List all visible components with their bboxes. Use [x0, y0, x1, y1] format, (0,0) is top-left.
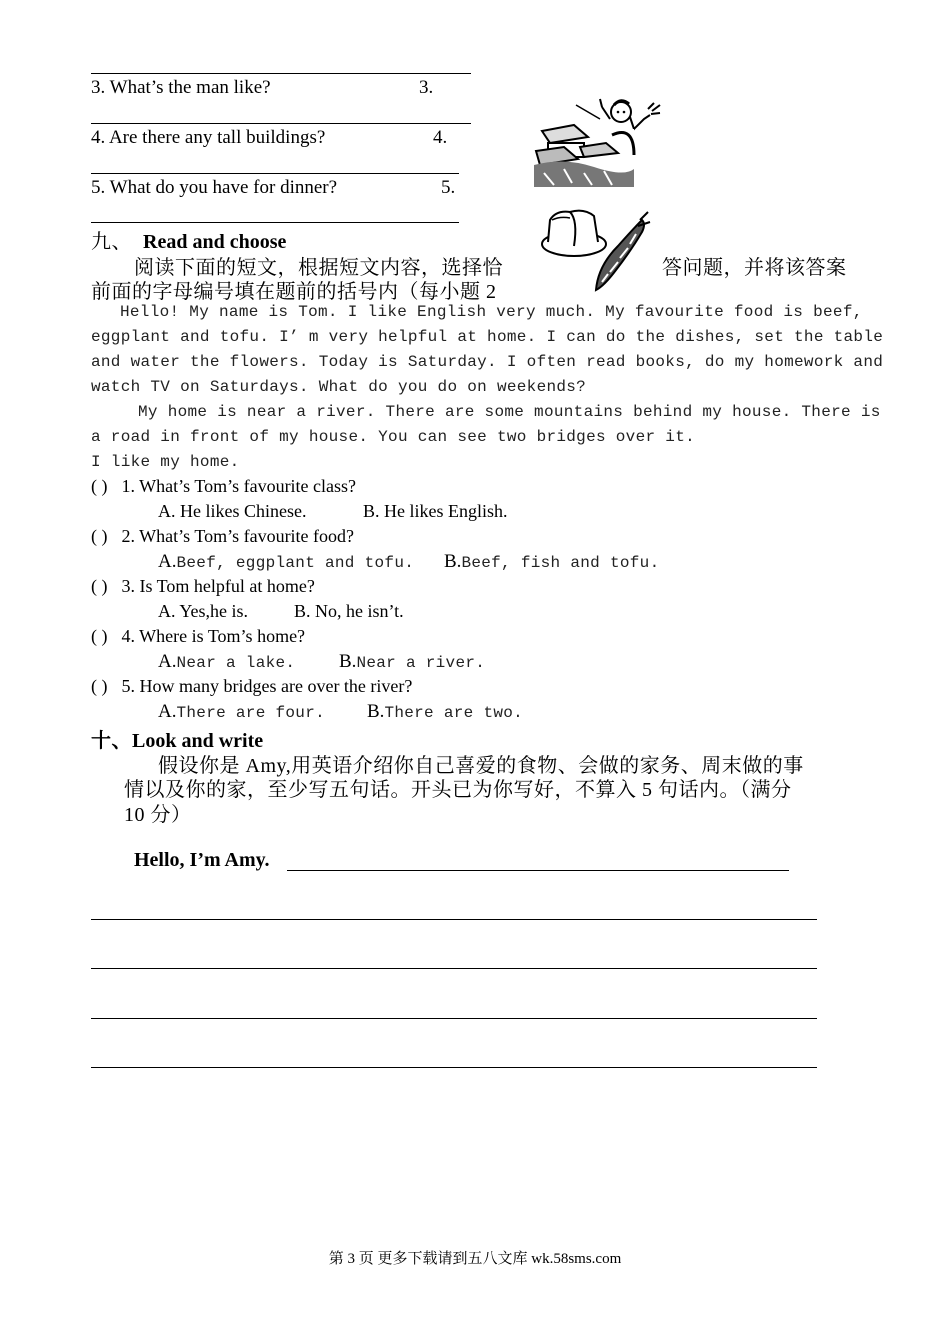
option-b	[339, 651, 485, 673]
passage-line: a road in front of my house. You can see two bridges over it.	[91, 428, 695, 446]
mc-question-2	[91, 526, 354, 547]
question-text: 5. How many bridges are over the river?	[121, 676, 413, 696]
answer-number-4: 4.	[433, 127, 448, 148]
page-footer: 第 3 页 更多下载请到五八文库 wk.58sms.com	[328, 1251, 622, 1267]
section-10-title: Look and write	[132, 730, 264, 752]
answer-line[interactable]	[91, 173, 459, 174]
question-4: 4. Are there any tall buildings?	[91, 127, 326, 148]
option-letter: B.	[367, 701, 385, 722]
option-letter: B.	[294, 601, 311, 621]
question-text: 3. Is Tom helpful at home?	[121, 576, 315, 596]
option-letter: A.	[158, 551, 177, 572]
answer-parentheses[interactable]: ( )	[91, 626, 108, 646]
village-teacher-picture-icon	[534, 95, 668, 187]
option-text: He likes English.	[384, 501, 508, 521]
section-9-heading	[91, 225, 286, 254]
writing-line[interactable]	[91, 1018, 817, 1019]
mc-question-5	[91, 676, 412, 697]
option-letter: A.	[158, 501, 176, 521]
writing-line[interactable]	[91, 1067, 817, 1068]
option-text: Near a lake.	[176, 654, 296, 672]
option-a	[158, 601, 248, 622]
answer-parentheses[interactable]: ( )	[91, 576, 108, 596]
section-9-number: 九、	[91, 231, 132, 253]
writing-line[interactable]	[91, 919, 817, 920]
question-text: 4. Where is Tom’s home?	[121, 626, 306, 646]
option-text: Yes,he is.	[179, 601, 249, 621]
option-b	[367, 701, 523, 723]
section-10-instruction-line: 假设你是 Amy,用英语介绍你自己喜爱的食物、会做的家务、周末做的事	[158, 755, 804, 777]
option-text: Beef, eggplant and tofu.	[176, 554, 415, 572]
answer-line[interactable]	[91, 73, 471, 74]
option-a	[158, 501, 306, 522]
option-b	[294, 601, 404, 622]
answer-parentheses[interactable]: ( )	[91, 476, 108, 496]
section-9-instruction-line2: 前面的字母编号填在题前的括号内（每小题 2	[91, 281, 497, 303]
passage-line: Hello! My name is Tom. I like English very much. My favourite food is beef,	[120, 303, 863, 321]
answer-line[interactable]	[91, 222, 459, 223]
section-10-number: 十、	[91, 730, 132, 752]
answer-number-5: 5.	[441, 177, 456, 198]
option-letter: B.	[339, 651, 357, 672]
option-text: There are four.	[176, 704, 326, 722]
section-9-title: Read and choose	[143, 231, 287, 253]
answer-parentheses[interactable]: ( )	[91, 676, 108, 696]
option-b	[444, 551, 659, 573]
mc-question-4	[91, 626, 305, 647]
question-text: 2. What’s Tom’s favourite food?	[121, 526, 355, 546]
section-10-instruction-line: 情以及你的家，至少写五句话。开头已为你写好，不算入 5 句话内。（满分	[124, 779, 792, 801]
option-b	[363, 501, 508, 522]
writing-line[interactable]	[287, 870, 789, 871]
question-5: 5. What do you have for dinner?	[91, 177, 338, 198]
option-text: No, he isn’t.	[315, 601, 404, 621]
answer-line[interactable]	[91, 123, 471, 124]
passage-line: eggplant and tofu. I’ m very helpful at home. I can do the dishes, set the table	[91, 328, 884, 346]
passage-line: I like my home.	[91, 453, 240, 471]
answer-number-3: 3.	[419, 77, 434, 98]
section-10-instruction-line: 10 分）	[124, 804, 192, 826]
writing-starter: Hello, I’m Amy.	[134, 849, 270, 871]
option-a	[158, 551, 414, 573]
mc-question-1	[91, 476, 356, 497]
writing-line[interactable]	[91, 968, 817, 969]
mc-question-3	[91, 576, 315, 597]
section-9-instruction-line1-end: 答问题，并将该答案	[662, 257, 847, 279]
passage-line: My home is near a river. There are some mountains behind my house. There is	[138, 403, 881, 421]
option-text: There are two.	[384, 704, 524, 722]
bread-loaf-picture-icon	[538, 206, 656, 298]
option-text: Near a river.	[356, 654, 486, 672]
passage-line: and water the flowers. Today is Saturday. I often read books, do my homework and	[91, 353, 884, 371]
passage-line: watch TV on Saturdays. What do you do on weekends?	[91, 378, 587, 396]
option-text: He likes Chinese.	[180, 501, 307, 521]
option-a	[158, 651, 295, 673]
option-letter: B.	[444, 551, 462, 572]
question-text: 1. What’s Tom’s favourite class?	[121, 476, 357, 496]
option-letter: A.	[158, 701, 177, 722]
answer-parentheses[interactable]: ( )	[91, 526, 108, 546]
option-letter: B.	[363, 501, 380, 521]
section-9-instruction-line1: 阅读下面的短文，根据短文内容，选择恰	[134, 257, 503, 279]
option-letter: A.	[158, 651, 177, 672]
option-letter: A.	[158, 601, 176, 621]
question-3: 3. What’s the man like?	[91, 77, 271, 98]
option-text: Beef, fish and tofu.	[461, 554, 660, 572]
option-a	[158, 701, 325, 723]
